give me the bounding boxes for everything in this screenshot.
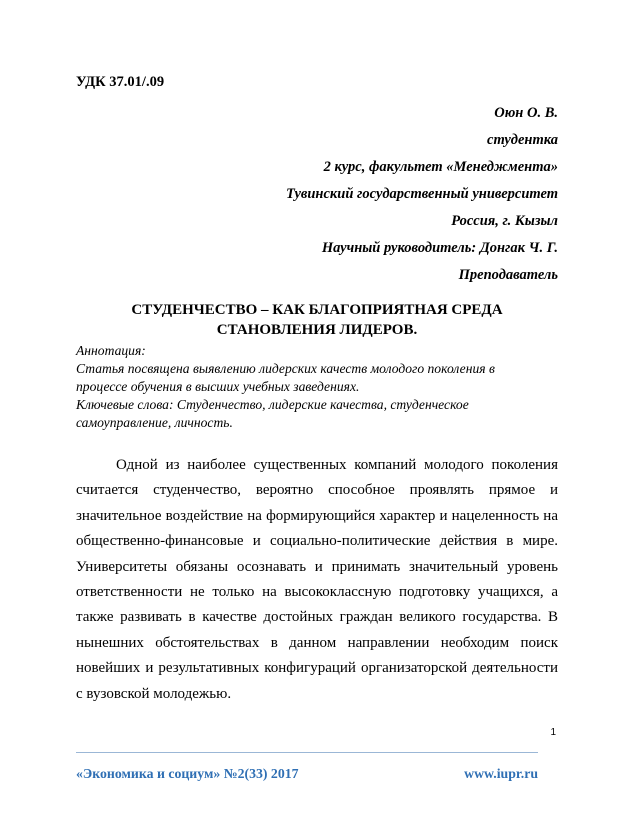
author-block	[78, 100, 558, 289]
abstract-label: Аннотация:	[76, 343, 146, 358]
abstract-text: Статья посвящена выявлению лидерских качеств молодого поколения в процессе обучения в высших учебных заведениях.	[76, 361, 495, 394]
abstract-block	[76, 342, 546, 432]
keywords: Ключевые слова: Студенчество, лидерские качества, студенческое самоуправление, личность.	[76, 397, 469, 430]
author-supervisor-position: Преподаватель	[458, 267, 558, 283]
author-university: Тувинский государственный университет	[285, 186, 558, 202]
page-number: 1	[550, 727, 556, 738]
footer-divider	[76, 752, 538, 753]
author-status: студентка	[487, 132, 558, 148]
footer-website-link[interactable]: www.iupr.ru	[464, 766, 538, 781]
author-supervisor: Научный руководитель: Донгак Ч. Г.	[321, 240, 558, 256]
article-title: СТУДЕНЧЕСТВО – КАК БЛАГОПРИЯТНАЯ СРЕДА СТАНОВЛЕНИЯ ЛИДЕРОВ.	[131, 302, 503, 338]
author-course: 2 курс, факультет «Менеджмента»	[323, 159, 558, 175]
author-location: Россия, г. Кызыл	[451, 213, 558, 229]
body-paragraph: Одной из наиболее существенных компаний молодого поколения считается студенчество, вероятно способное проявлять прямое и значительное воздействие на формирующийся характер и нацеленность на общественно-финансовые и социально-политические действия в мире. Университеты обязаны осознавать и принимать значительный уровень ответственности не только на высококлассную подготовку учащихся, а также развивать в качестве достойных граждан великого государства. В нынешних обстоятельствах в данном направлении необходим поиск новейших и результативных конфигураций организаторской деятельности с вузовской молодежью.	[76, 457, 558, 702]
udk-code: УДК 37.01/.09	[76, 74, 165, 90]
author-name: Оюн О. В.	[494, 105, 558, 121]
footer-journal: «Экономика и социум» №2(33) 2017	[76, 766, 299, 781]
